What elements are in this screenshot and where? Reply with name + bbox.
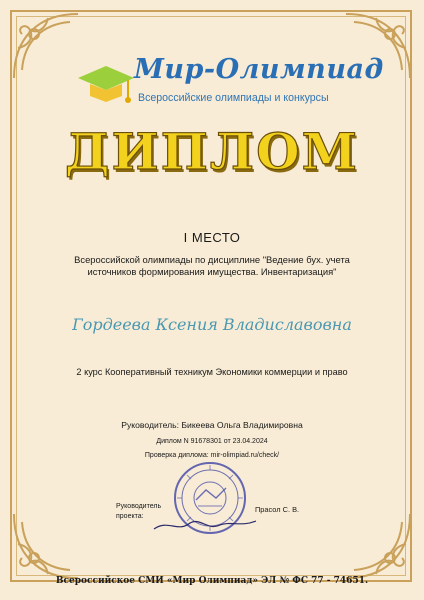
signature-name: Прасол С. В. <box>255 505 300 514</box>
corner-ornament-icon <box>8 506 86 584</box>
brand-logo <box>72 50 384 122</box>
signature-role-line-1: Руководитель <box>116 503 162 510</box>
diploma-number: Диплом N 91678301 от 23.04.2024 <box>156 438 268 445</box>
check-link-text: Проверка диплома: mir-olimpiad.ru/check/ <box>144 452 280 459</box>
footer-registration: Всероссийское СМИ «Мир Олимпиад» ЭЛ № ФС 77 - 74651. <box>55 576 369 586</box>
institution-info: 2 курс Кооперативный техникум Экономики коммерции и право <box>76 367 348 377</box>
olympiad-line-2: источников формирования имущества. Инвентаризация" <box>87 266 337 277</box>
place-award: I МЕСТО <box>183 230 241 245</box>
graduation-cap-icon <box>72 52 136 116</box>
corner-ornament-icon <box>338 506 416 584</box>
signature-role-line-2: проекта: <box>116 513 144 520</box>
brand-tagline: Всероссийские олимпиады и конкурсы <box>138 92 329 104</box>
participant-name: Гордеева Ксения Владиславовна <box>72 315 352 334</box>
olympiad-line-1: Всероссийской олимпиады по дисциплине "Ведение бух. учета <box>74 254 350 265</box>
supervisor-info: Руководитель: Бикеева Ольга Владимировна <box>121 420 303 430</box>
brand-name: Мир-Олимпиад <box>134 54 384 85</box>
olympiad-description <box>50 254 374 278</box>
diploma-title: ДИПЛОМ <box>64 122 360 181</box>
handwritten-signature-icon <box>150 515 260 535</box>
